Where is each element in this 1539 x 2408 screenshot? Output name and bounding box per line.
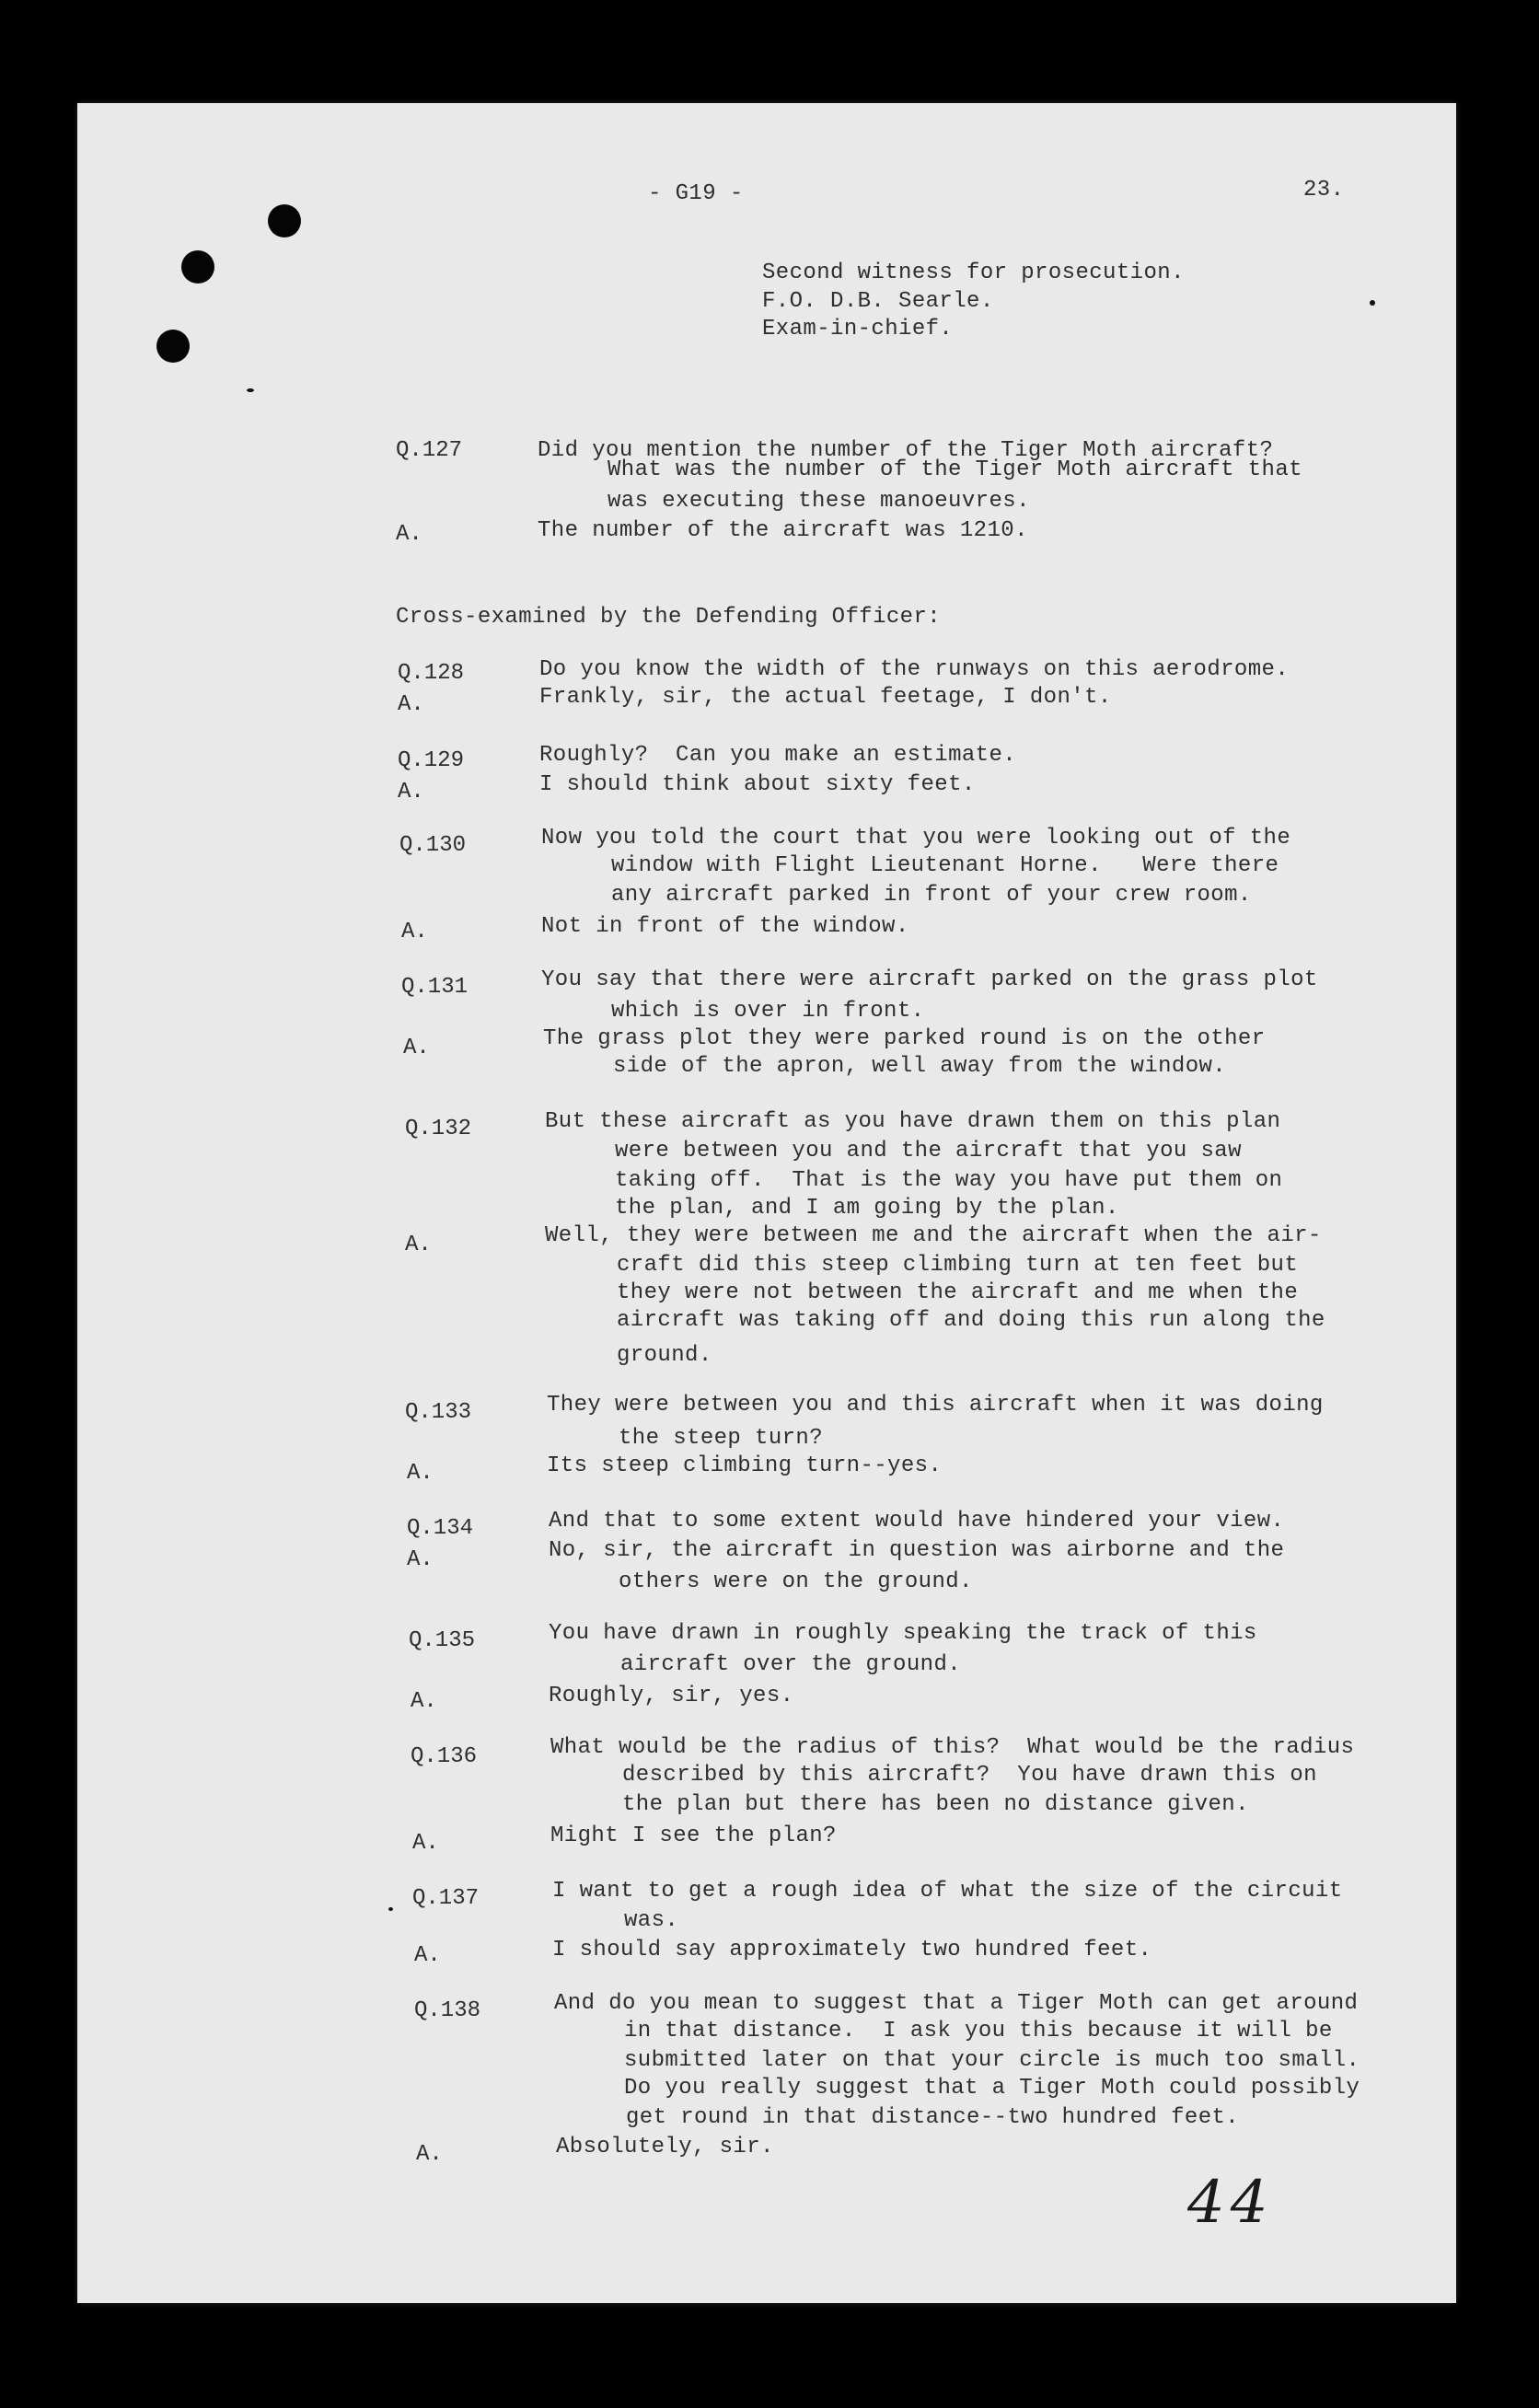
question-line: submitted later on that your circle is much too small.	[624, 2048, 1360, 2073]
speck	[388, 1907, 393, 1911]
answer-line: Absolutely, sir.	[556, 2135, 774, 2159]
answer-line: Not in front of the window.	[541, 914, 909, 939]
question-line: What would be the radius of this? What would be the radius	[550, 1735, 1355, 1760]
speck	[247, 388, 254, 392]
witness-heading-line: Second witness for prosecution.	[762, 260, 1185, 285]
question-line: described by this aircraft? You have drawn this on	[622, 1763, 1317, 1788]
question-line: Now you told the court that you were looking out of the	[541, 826, 1291, 851]
question-line: were between you and the aircraft that you saw	[615, 1139, 1242, 1163]
question-line: Did you mention the number of the Tiger Moth aircraft?	[538, 438, 1274, 463]
question-label: Q.132	[405, 1117, 472, 1141]
answer-label: A.	[411, 1689, 437, 1714]
question-line: was.	[624, 1908, 679, 1933]
page-reference: - G19 -	[648, 181, 744, 206]
punch-hole	[268, 204, 301, 237]
question-line: any aircraft parked in front of your crew room.	[611, 883, 1252, 908]
question-line: They were between you and this aircraft when it was doing	[547, 1393, 1324, 1418]
page-number: 23.	[1303, 178, 1345, 203]
answer-label: A.	[403, 1036, 430, 1060]
answer-line: I should think about sixty feet.	[539, 772, 976, 797]
answer-line: craft did this steep climbing turn at ten feet but	[617, 1253, 1299, 1278]
question-line: Do you really suggest that a Tiger Moth could possibly	[624, 2076, 1360, 2101]
answer-label: A.	[405, 1233, 432, 1257]
question-label: Q.137	[412, 1886, 480, 1911]
answer-label: A.	[398, 780, 424, 805]
answer-line: Roughly, sir, yes.	[549, 1684, 794, 1708]
answer-line: ground.	[617, 1343, 712, 1368]
question-line: was executing these manoeuvres.	[608, 489, 1030, 514]
punch-hole	[156, 330, 190, 363]
answer-line: others were on the ground.	[619, 1569, 973, 1594]
question-line: Roughly? Can you make an estimate.	[539, 743, 1017, 768]
question-line: the plan but there has been no distance given.	[622, 1792, 1249, 1817]
answer-line: side of the apron, well away from the window.	[613, 1054, 1227, 1079]
answer-line: Its steep climbing turn--yes.	[547, 1453, 943, 1478]
question-line: And that to some extent would have hindered your view.	[549, 1509, 1285, 1534]
question-line: the plan, and I am going by the plan.	[615, 1196, 1119, 1221]
question-line: taking off. That is the way you have put them on	[615, 1168, 1283, 1193]
answer-label: A.	[407, 1547, 434, 1572]
answer-line: they were not between the aircraft and me when the	[617, 1280, 1299, 1305]
question-label: Q.131	[401, 975, 469, 1000]
witness-heading-line: Exam-in-chief.	[762, 317, 954, 342]
question-line: But these aircraft as you have drawn them on this plan	[545, 1109, 1281, 1134]
answer-label: A.	[407, 1461, 434, 1486]
question-line: What was the number of the Tiger Moth aircraft that	[608, 457, 1302, 482]
answer-line: I should say approximately two hundred feet.	[552, 1938, 1152, 1962]
question-label: Q.127	[396, 438, 463, 463]
answer-label: A.	[401, 920, 428, 944]
question-line: You say that there were aircraft parked on the grass plot	[541, 967, 1318, 992]
handwritten-folio-number: 44	[1187, 2169, 1274, 2237]
question-label: Q.136	[411, 1744, 478, 1769]
question-line: Do you know the width of the runways on this aerodrome.	[539, 657, 1290, 682]
answer-line: aircraft was taking off and doing this run along the	[617, 1308, 1325, 1333]
question-line: window with Flight Lieutenant Horne. Were there	[611, 853, 1279, 878]
question-line: get round in that distance--two hundred feet.	[626, 2105, 1240, 2130]
question-line: I want to get a rough idea of what the size of the circuit	[552, 1879, 1343, 1904]
question-line: which is over in front.	[611, 999, 925, 1024]
answer-label: A.	[398, 692, 424, 717]
answer-line: The grass plot they were parked round is on the other	[543, 1026, 1266, 1051]
section-heading: Cross-examined by the Defending Officer:	[396, 605, 942, 630]
question-label: Q.128	[398, 661, 465, 686]
answer-line: The number of the aircraft was 1210.	[538, 518, 1028, 543]
question-line: in that distance. I ask you this because it will be	[624, 2019, 1333, 2043]
question-line: And do you mean to suggest that a Tiger Moth can get around	[554, 1991, 1359, 2016]
question-label: Q.130	[399, 833, 467, 858]
speck	[1370, 300, 1375, 306]
answer-label: A.	[416, 2142, 443, 2167]
answer-label: A.	[412, 1831, 439, 1856]
punch-hole	[181, 250, 214, 284]
question-label: Q.135	[409, 1628, 476, 1653]
answer-label: A.	[396, 522, 422, 547]
answer-line: Frankly, sir, the actual feetage, I don't.	[539, 685, 1112, 710]
answer-line: Might I see the plan?	[550, 1823, 837, 1848]
question-line: the steep turn?	[619, 1426, 824, 1451]
question-label: Q.134	[407, 1516, 474, 1541]
answer-line: Well, they were between me and the aircraft when the air-	[545, 1223, 1322, 1248]
question-line: You have drawn in roughly speaking the track of this	[549, 1621, 1257, 1646]
answer-label: A.	[414, 1943, 441, 1968]
witness-heading-line: F.O. D.B. Searle.	[762, 289, 994, 314]
question-label: Q.133	[405, 1400, 472, 1425]
question-line: aircraft over the ground.	[620, 1652, 962, 1677]
question-label: Q.138	[414, 1998, 481, 2023]
answer-line: No, sir, the aircraft in question was airborne and the	[549, 1538, 1285, 1563]
question-label: Q.129	[398, 748, 465, 773]
